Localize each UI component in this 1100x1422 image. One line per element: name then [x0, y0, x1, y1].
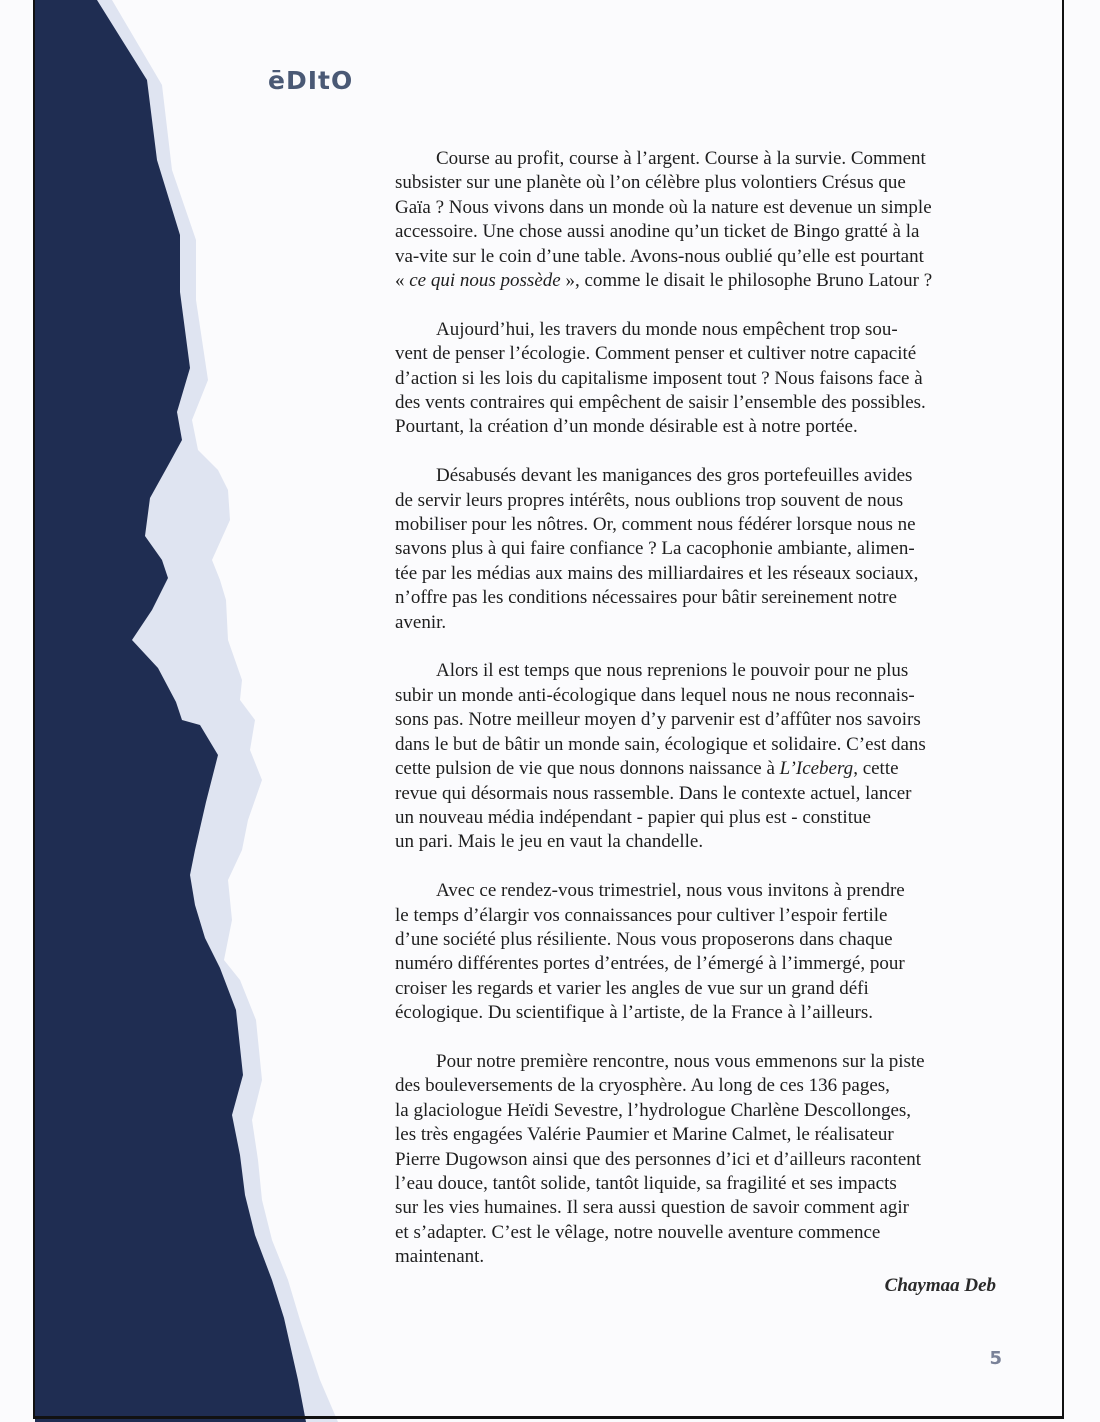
text-line: Alors il est temps que nous reprenions le pouvoir pour ne plus: [436, 660, 909, 682]
text-line: Désabusés devant les manigances des gros portefeuilles avides: [436, 465, 913, 487]
italic-text-run: L’Iceberg: [779, 758, 854, 780]
text-line: d’une société plus résiliente. Nous vous proposerons dans chaque: [395, 928, 893, 950]
paragraph: [395, 318, 1005, 440]
text-line: d’action si les lois du capitalisme imposent tout ? Nous faisons face à: [395, 367, 923, 389]
text-line: Pour notre première rencontre, nous vous emmenons sur la piste: [436, 1050, 925, 1072]
iceberg-navy-shape: [35, 0, 306, 1422]
text-line: un pari. Mais le jeu en vaut la chandelle.: [395, 831, 704, 853]
text-line: accessoire. Une chose aussi anodine qu’un ticket de Bingo gratté à la: [395, 221, 920, 243]
text-run: , cette: [853, 758, 899, 780]
text-line: le temps d’élargir vos connaissances pour cultiver l’espoir fertile: [395, 904, 888, 926]
text-line: va-vite sur le coin d’une table. Avons-nous oublié qu’elle est pourtant: [395, 245, 924, 267]
text-line: Course au profit, course à l’argent. Course à la survie. Comment: [436, 148, 926, 169]
text-line: Gaïa ? Nous vivons dans un monde où la nature est devenue un simple: [395, 196, 932, 218]
text-line: les très engagées Valérie Paumier et Marine Calmet, le réalisateur: [395, 1124, 894, 1146]
paragraph: [395, 879, 1005, 1025]
text-line: subsister sur une planète où l’on célèbre plus volontiers Crésus que: [395, 172, 906, 194]
text-line: [395, 269, 1005, 293]
text-line: de servir leurs propres intérêts, nous oublions trop souvent de nous: [395, 489, 904, 511]
text-line: des vents contraires qui empêchent de saisir l’ensemble des possibles.: [395, 392, 926, 414]
text-line: croiser les regards et varier les angles de vue sur un grand défi: [395, 977, 869, 999]
text-line: tée par les médias aux mains des milliardaires et les réseaux sociaux,: [395, 562, 919, 584]
text-line: avenir.: [395, 611, 447, 633]
text-line: vent de penser l’écologie. Comment penser et cultiver notre capacité: [395, 343, 917, 365]
text-line: n’offre pas les conditions nécessaires pour bâtir sereinement notre: [395, 587, 897, 609]
editorial-body: [395, 147, 1005, 1294]
text-line: revue qui désormais nous rassemble. Dans le contexte actuel, lancer: [395, 782, 912, 804]
text-line: savons plus à qui faire confiance ? La cacophonie ambiante, alimen-: [395, 538, 915, 560]
text-line: Aujourd’hui, les travers du monde nous empêchent trop sou-: [436, 318, 898, 340]
paragraph: [395, 464, 1005, 635]
text-line: mobiliser pour les nôtres. Or, comment nous fédérer lorsque nous ne: [395, 514, 916, 536]
text-run: », comme le disait le philosophe Bruno Latour ?: [560, 270, 933, 292]
paragraph: [395, 1050, 1005, 1270]
text-line: sons pas. Notre meilleur moyen d’y parvenir est d’affûter nos savoirs: [395, 709, 921, 731]
text-line: numéro différentes portes d’entrées, de l’émergé à l’immergé, pour: [395, 953, 905, 975]
text-line: Pourtant, la création d’un monde désirable est à notre portée.: [395, 416, 858, 438]
author-signature: Chaymaa Deb: [884, 1275, 996, 1296]
text-line: et s’adapter. C’est le vêlage, notre nouvelle aventure commence: [395, 1221, 881, 1243]
text-run: cette pulsion de vie que nous donnons naissance à: [395, 758, 780, 780]
page-number: 5: [989, 1348, 1002, 1369]
text-line: l’eau douce, tantôt solide, tantôt liquide, sa fragilité et ses impacts: [395, 1172, 897, 1194]
text-run: «: [395, 270, 410, 292]
text-line: [395, 757, 1005, 781]
text-line: un nouveau média indépendant - papier qui plus est - constitue: [395, 806, 871, 828]
text-line: la glaciologue Heïdi Sevestre, l’hydrologue Charlène Descollonges,: [395, 1099, 912, 1121]
text-line: écologique. Du scientifique à l’artiste, de la France à l’ailleurs.: [395, 1002, 873, 1024]
text-line: maintenant.: [395, 1246, 485, 1268]
text-line: dans le but de bâtir un monde sain, écologique et solidaire. C’est dans: [395, 733, 926, 755]
text-line: Pierre Dugowson ainsi que des personnes d’ici et d’ailleurs racontent: [395, 1148, 922, 1170]
section-heading: ēDItO: [268, 66, 354, 95]
text-line: des bouleversements de la cryosphère. Au long de ces 136 pages,: [395, 1075, 890, 1097]
italic-text-run: ce qui nous possède: [409, 270, 561, 292]
paragraph: [395, 659, 1005, 854]
text-line: subir un monde anti-écologique dans lequel nous ne nous reconnais-: [395, 684, 915, 706]
text-line: sur les vies humaines. Il sera aussi question de savoir comment agir: [395, 1197, 909, 1219]
paragraph: [395, 147, 1005, 293]
text-line: Avec ce rendez-vous trimestriel, nous vous invitons à prendre: [436, 880, 905, 902]
